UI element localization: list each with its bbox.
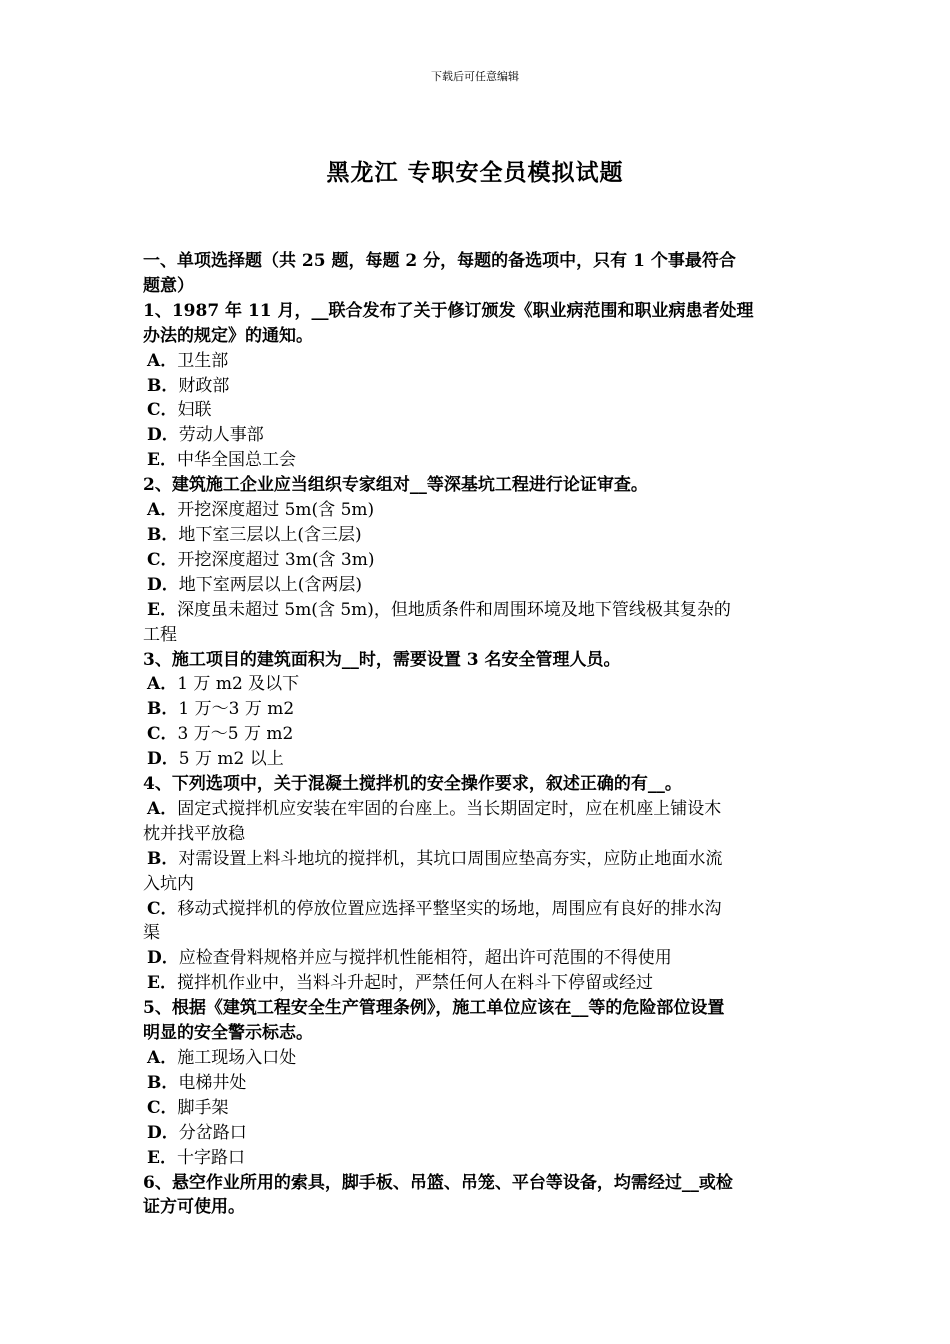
option-text: 开挖深度超过 5m(含 5m): [177, 500, 375, 521]
option-item: [143, 398, 813, 423]
option-letter: C．: [147, 724, 178, 745]
option-text: 开挖深度超过 3m(含 3m): [177, 549, 375, 570]
option-text: 地下室两层以上(含两层): [178, 574, 363, 595]
question-text: 6、悬空作业所用的索具，脚手板、吊篮、吊笼、平台等设备，均需经过__或检: [143, 1172, 733, 1193]
option-text: 地下室三层以上(含三层): [178, 524, 362, 545]
option-text-cont: 枕并找平放稳: [143, 823, 245, 844]
option-item: [143, 1121, 813, 1146]
option-letter: E．: [147, 973, 177, 994]
option-letter: D．: [147, 574, 179, 595]
option-letter: D．: [147, 749, 179, 770]
question-text: 办法的规定》的通知。: [143, 325, 313, 346]
section-heading: 一、单项选择题（共 25 题，每题 2 分，每题的备选项中，只有 1 个事最符合: [143, 251, 736, 271]
option-letter: D．: [147, 948, 179, 969]
option-text: 5 万 m2 以上: [178, 749, 284, 770]
option-text: 财政部: [178, 375, 230, 396]
option-text: 深度虽未超过 5m(含 5m)，但地质条件和周围环境及地下管线极其复杂的: [176, 599, 731, 620]
option-text: 脚手架: [177, 1097, 229, 1118]
question-text: 明显的安全警示标志。: [143, 1023, 313, 1044]
option-text: 固定式搅拌机应安装在牢固的台座上。当长期固定时，应在机座上铺设木: [177, 798, 722, 819]
option-letter: B．: [147, 1072, 179, 1093]
option-letter: B．: [147, 524, 179, 545]
option-text: 中华全国总工会: [176, 450, 296, 471]
option-letter: A．: [147, 1048, 178, 1068]
option-item: [143, 448, 813, 473]
question-4: [143, 772, 813, 996]
option-text: 移动式搅拌机的停放位置应选择平整坚实的场地，周围应有良好的排水沟: [177, 898, 722, 919]
option-item: [143, 423, 813, 448]
option-text-cont: 工程: [143, 624, 177, 645]
option-text-cont: 入坑内: [143, 873, 194, 894]
option-item: [143, 1096, 813, 1121]
option-letter: A．: [147, 350, 178, 371]
option-text: 妇联: [177, 400, 212, 421]
option-item: [143, 797, 813, 822]
option-text: 十字路口: [176, 1147, 245, 1168]
question-text: 2、建筑施工企业应当组织专家组对__等深基坑工程进行论证审查。: [143, 475, 648, 496]
option-item: [143, 946, 813, 971]
option-item: [143, 573, 813, 598]
option-item: [143, 847, 813, 872]
option-letter: E．: [147, 450, 177, 471]
option-letter: A．: [147, 798, 178, 819]
option-item: [143, 747, 813, 772]
option-text: 分岔路口: [178, 1122, 247, 1143]
option-text: 电梯井处: [178, 1072, 247, 1093]
option-text: 1 万 m2 及以下: [177, 674, 300, 695]
option-letter: D．: [147, 1122, 179, 1143]
option-item: [143, 722, 813, 747]
option-item: [143, 1071, 813, 1096]
question-text: 4、下列选项中，关于混凝土搅拌机的安全操作要求，叙述正确的有__。: [143, 774, 682, 795]
option-item: [143, 349, 813, 374]
question-text: 5、根据《建筑工程安全生产管理条例》，施工单位应该在__等的危险部位设置: [143, 998, 725, 1019]
option-text: 应检查骨料规格并应与搅拌机性能相符，超出许可范围的不得使用: [178, 948, 672, 969]
option-letter: B．: [147, 848, 179, 869]
option-text: 1 万～3 万 m2: [178, 699, 295, 720]
option-item: [143, 1046, 813, 1071]
option-item: [143, 672, 813, 697]
question-2: [143, 473, 813, 647]
option-item: [143, 523, 813, 548]
option-text: 施工现场入口处: [177, 1048, 297, 1068]
question-3: [143, 648, 813, 773]
document-body: [143, 249, 813, 1220]
option-text: 对需设置上料斗地坑的搅拌机，其坑口周围应垫高夯实，应防止地面水流: [178, 848, 723, 869]
question-5: [143, 996, 813, 1170]
option-item: [143, 374, 813, 399]
option-text: 卫生部: [177, 350, 229, 371]
option-item: [143, 897, 813, 922]
option-item: [143, 498, 813, 523]
option-text: 搅拌机作业中，当料斗升起时，严禁任何人在料斗下停留或经过: [176, 973, 653, 994]
option-text: 劳动人事部: [178, 425, 264, 446]
option-item: [143, 971, 813, 996]
question-text: 1、1987 年 11 月，__联合发布了关于修订颁发《职业病范围和职业病患者处理: [143, 300, 754, 321]
option-letter: B．: [147, 375, 179, 396]
question-1: [143, 299, 813, 473]
option-text-cont: 渠: [143, 923, 160, 944]
header-note: 下载后可任意编辑: [431, 70, 519, 83]
option-letter: C．: [147, 898, 178, 919]
option-item: [143, 1146, 813, 1171]
option-text: 3 万～5 万 m2: [177, 724, 294, 745]
page-title: 黑龙江 专职安全员模拟试题: [326, 159, 624, 186]
option-letter: C．: [147, 400, 178, 421]
option-letter: E．: [147, 599, 177, 620]
option-letter: C．: [147, 1097, 178, 1118]
option-letter: A．: [147, 674, 178, 695]
option-letter: B．: [147, 699, 179, 720]
question-text: 3、施工项目的建筑面积为__时，需要设置 3 名安全管理人员。: [143, 649, 621, 670]
question-text: 证方可使用。: [143, 1197, 245, 1218]
question-6: [143, 1171, 813, 1221]
option-letter: D．: [147, 425, 179, 446]
section-heading-cont: 题意）: [143, 275, 194, 296]
option-letter: E．: [147, 1147, 177, 1168]
option-letter: A．: [147, 500, 178, 521]
option-item: [143, 548, 813, 573]
option-item: [143, 697, 813, 722]
option-item: [143, 598, 813, 623]
option-letter: C．: [147, 549, 178, 570]
